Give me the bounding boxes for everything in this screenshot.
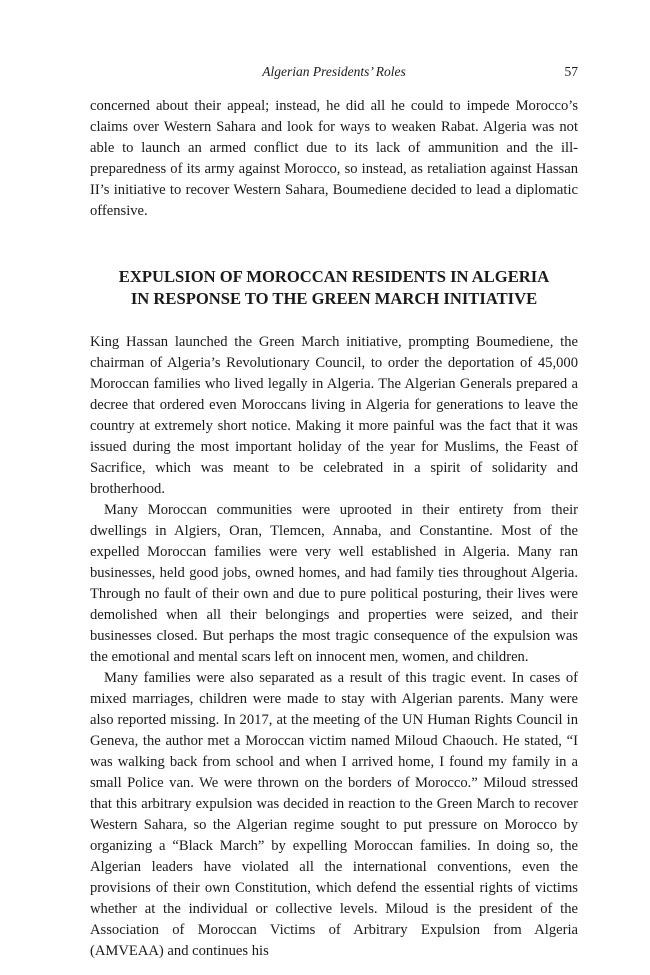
page-number: 57 (564, 64, 578, 79)
paragraph-1: concerned about their appeal; instead, he did all he could to impede Morocco’s claims over Western Sahara and look for ways to weaken Rabat. Algeria was not able to launch an armed conflict due to its lack of ammunition and the ill-preparedness of its army against Morocco, so instead, as retaliation against Hassan II’s initiative to recover Western Sahara, Boumediene decided to lead a diplomatic offensive. (90, 98, 578, 219)
book-page (90, 64, 578, 962)
running-header (90, 64, 578, 86)
body-text (90, 96, 578, 962)
paragraph-4: Many families were also separated as a result of this tragic event. In cases of mixed marriages, children were made to stay with Algerian parents. Many were also reported missing. In 2017, at the meeting of the UN Human Rights Council in Geneva, the author met a Moroccan victim named Miloud Chaouch. He stated, “I was walking back from school and when I arrived home, I found my family in a small Police van. We were thrown on the borders of Morocco.” Miloud stressed that this arbitrary expulsion was decided in reaction to the Green March to recover Western Sahara, so the Algerian regime sought to put pressure on Morocco by organizing a “Black March” by expelling Moroccan families. In doing so, the Algerian leaders have violated all the international conventions, even the provisions of their own Constitution, which defend the essential rights of victims whether at the individual or collective levels. Miloud is the president of the Association of Moroccan Victims of Arbitrary Expulsion from Algeria (AMVEAA) and continues his (90, 670, 578, 959)
paragraph-3: Many Moroccan communities were uprooted in their entirety from their dwellings in Algiers, Oran, Tlemcen, Annaba, and Constantine. Most of the expelled Moroccan families were very well established in Algeria. Many ran businesses, held good jobs, owned homes, and had family ties throughout Algeria. Through no fault of their own and due to pure political posturing, their lives were demolished when all their belongings and properties were seized, and their businesses closed. But perhaps the most tragic consequence of the expulsion was the emotional and mental scars left on innocent men, women, and children. (90, 502, 578, 665)
section-heading-line-1: EXPULSION OF MOROCCAN RESIDENTS IN ALGERIA (118, 267, 550, 286)
paragraph-2: King Hassan launched the Green March initiative, prompting Boumediene, the chairman of Algeria’s Revolutionary Council, to order the deportation of 45,000 Moroccan families who lived legally in Algeria. The Algerian Generals prepared a decree that ordered even Moroccans living in Algeria for generations to leave the country at extremely short notice. Making it more painful was the fact that it was issued during the most important holiday of the year for Muslims, the Feast of Sacrifice, which was meant to be celebrated in a spirit of solidarity and brotherhood. (90, 334, 578, 497)
running-title: Algerian Presidents’ Roles (262, 64, 406, 79)
section-heading-line-2: IN RESPONSE TO THE GREEN MARCH INITIATIVE (130, 289, 538, 308)
section-heading (90, 266, 578, 310)
